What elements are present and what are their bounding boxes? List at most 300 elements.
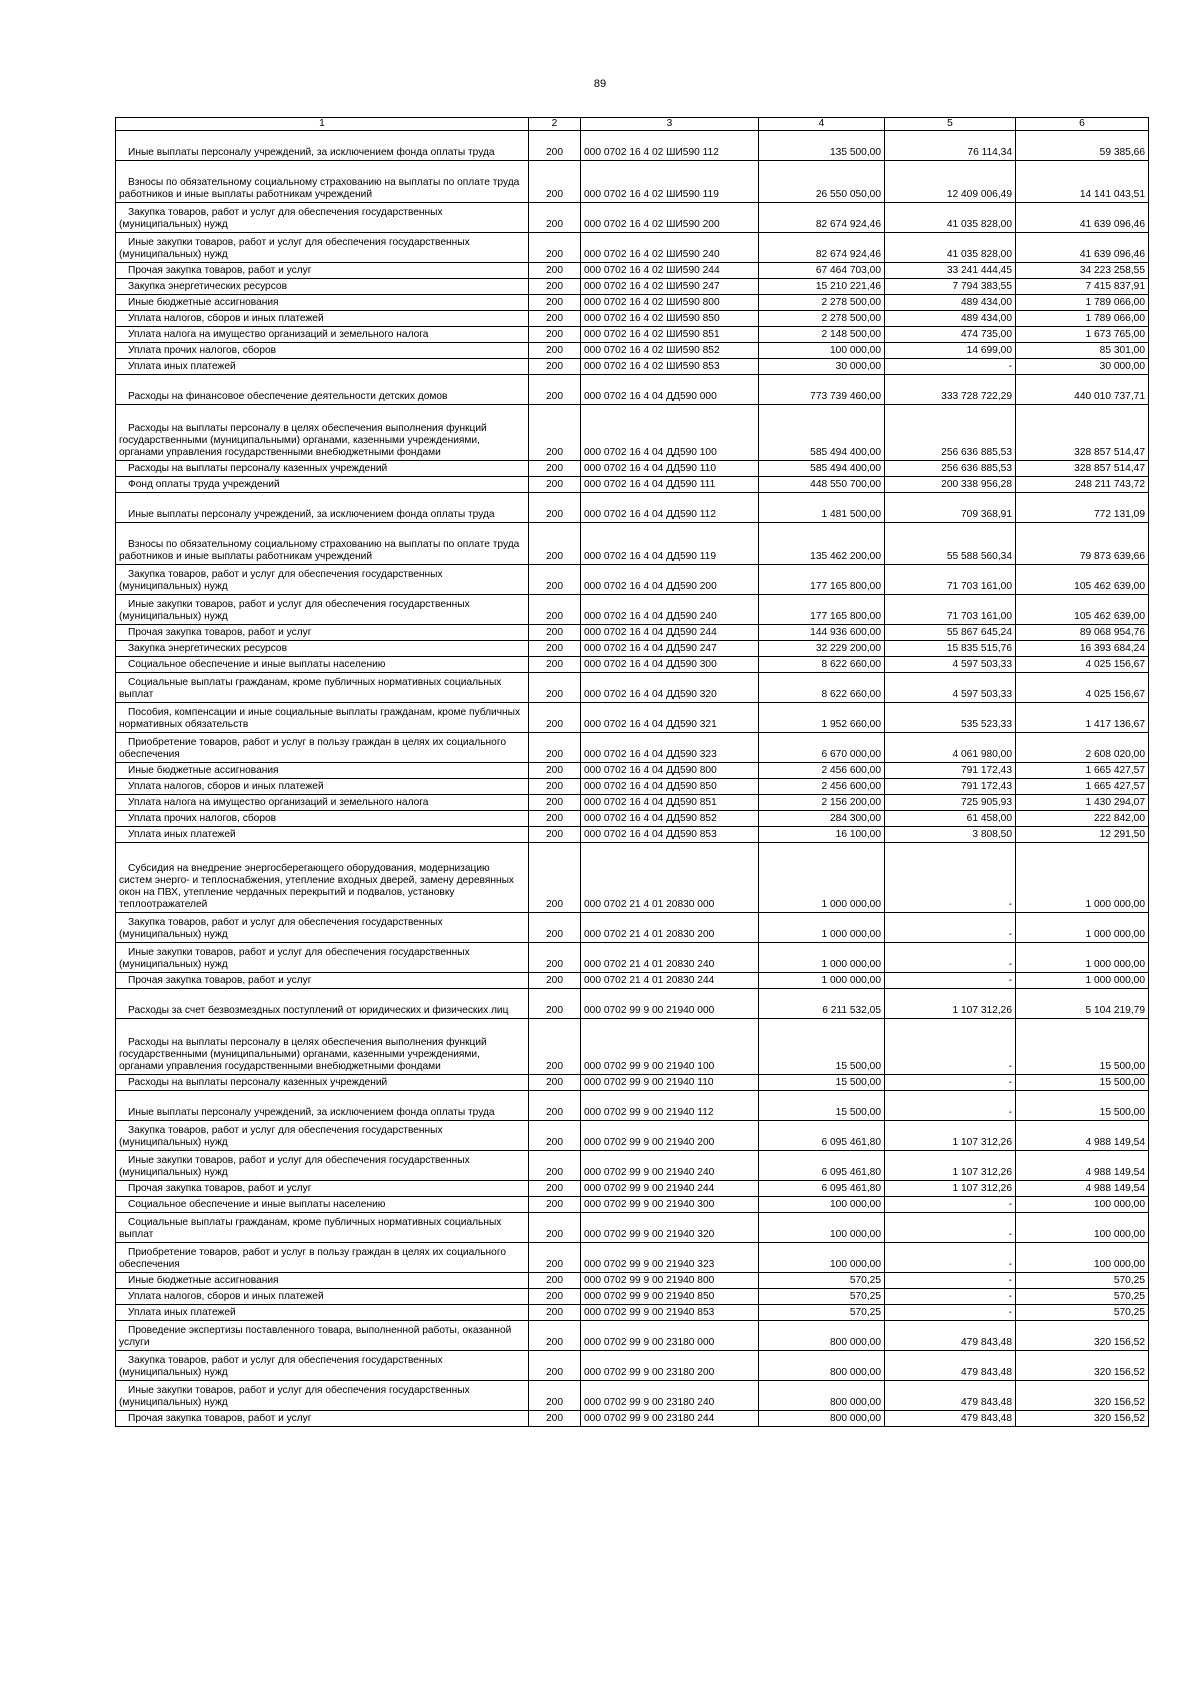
row-unexecuted-amount: 15 500,00 — [1016, 1075, 1149, 1091]
row-name-text: Уплата иных платежей — [128, 829, 236, 840]
table-row — [116, 1243, 1149, 1273]
row-name-text: Иные бюджетные ассигнования — [128, 1275, 279, 1286]
row-admin-code: 200 — [529, 295, 581, 311]
table-row — [116, 295, 1149, 311]
row-budget-code: 000 0702 16 4 04 ДД590 100 — [581, 405, 759, 461]
table-row — [116, 827, 1149, 843]
row-admin-code: 200 — [529, 405, 581, 461]
row-unexecuted-amount: 41 639 096,46 — [1016, 203, 1149, 233]
page-number: 89 — [593, 78, 607, 90]
row-approved-amount: 8 622 660,00 — [759, 657, 885, 673]
row-approved-amount: 82 674 924,46 — [759, 233, 885, 263]
table-row — [116, 1411, 1149, 1427]
table-row — [116, 565, 1149, 595]
row-name-text: Расходы на выплаты персоналу в целях обеспечения выполнения функций государственными (муниципальными) органами, казенными учреждениями, органами управления государственными внебюджетными фондами — [119, 1037, 487, 1072]
row-unexecuted-amount: 30 000,00 — [1016, 359, 1149, 375]
row-executed-amount: 14 699,00 — [885, 343, 1016, 359]
table-row — [116, 625, 1149, 641]
row-name-text: Пособия, компенсации и иные социальные выплаты гражданам, кроме публичных нормативных обязательств — [119, 707, 521, 730]
row-name — [116, 327, 529, 343]
row-name-text: Расходы на выплаты персоналу в целях обеспечения выполнения функций государственными (муниципальными) органами, казенными учреждениями, органами управления государственными внебюджетными фондами — [119, 423, 487, 458]
row-unexecuted-amount: 248 211 743,72 — [1016, 477, 1149, 493]
table-row — [116, 1351, 1149, 1381]
row-unexecuted-amount: 4 988 149,54 — [1016, 1151, 1149, 1181]
row-unexecuted-amount: 16 393 684,24 — [1016, 641, 1149, 657]
row-admin-code: 200 — [529, 843, 581, 913]
table-row — [116, 161, 1149, 203]
row-budget-code: 000 0702 21 4 01 20830 200 — [581, 913, 759, 943]
row-budget-code: 000 0702 16 4 04 ДД590 800 — [581, 763, 759, 779]
column-header-6: 6 — [1016, 118, 1149, 131]
row-admin-code: 200 — [529, 1321, 581, 1351]
table-row — [116, 973, 1149, 989]
row-unexecuted-amount: 4 025 156,67 — [1016, 673, 1149, 703]
row-admin-code: 200 — [529, 827, 581, 843]
row-name — [116, 795, 529, 811]
row-name-text: Иные закупки товаров, работ и услуг для обеспечения государственных (муниципальных) нужд — [119, 1155, 470, 1178]
table-row — [116, 1289, 1149, 1305]
row-name-text: Прочая закупка товаров, работ и услуг — [128, 627, 312, 638]
row-executed-amount: 725 905,93 — [885, 795, 1016, 811]
row-approved-amount: 2 278 500,00 — [759, 295, 885, 311]
row-name — [116, 989, 529, 1019]
row-unexecuted-amount: 105 462 639,00 — [1016, 565, 1149, 595]
row-name-text: Иные бюджетные ассигнования — [128, 765, 279, 776]
row-executed-amount: 15 835 515,76 — [885, 641, 1016, 657]
table-row — [116, 263, 1149, 279]
row-budget-code: 000 0702 16 4 02 ШИ590 247 — [581, 279, 759, 295]
row-unexecuted-amount: 222 842,00 — [1016, 811, 1149, 827]
row-budget-code: 000 0702 16 4 04 ДД590 321 — [581, 703, 759, 733]
row-admin-code: 200 — [529, 989, 581, 1019]
row-unexecuted-amount: 328 857 514,47 — [1016, 461, 1149, 477]
row-budget-code: 000 0702 21 4 01 20830 000 — [581, 843, 759, 913]
row-admin-code: 200 — [529, 913, 581, 943]
row-admin-code: 200 — [529, 779, 581, 795]
row-name-text: Расходы на выплаты персоналу казенных учреждений — [128, 463, 388, 474]
row-budget-code: 000 0702 16 4 04 ДД590 851 — [581, 795, 759, 811]
row-budget-code: 000 0702 99 9 00 21940 320 — [581, 1213, 759, 1243]
row-name-text: Закупка товаров, работ и услуг для обеспечения государственных (муниципальных) нужд — [119, 917, 443, 940]
row-name — [116, 263, 529, 279]
table-row — [116, 703, 1149, 733]
row-unexecuted-amount: 320 156,52 — [1016, 1321, 1149, 1351]
row-executed-amount: 200 338 956,28 — [885, 477, 1016, 493]
row-unexecuted-amount: 1 665 427,57 — [1016, 763, 1149, 779]
row-name — [116, 1321, 529, 1351]
row-admin-code: 200 — [529, 733, 581, 763]
row-unexecuted-amount: 4 988 149,54 — [1016, 1181, 1149, 1197]
row-approved-amount: 67 464 703,00 — [759, 263, 885, 279]
row-unexecuted-amount: 4 025 156,67 — [1016, 657, 1149, 673]
row-executed-amount: - — [885, 913, 1016, 943]
row-budget-code: 000 0702 99 9 00 21940 853 — [581, 1305, 759, 1321]
row-executed-amount: 791 172,43 — [885, 779, 1016, 795]
row-executed-amount: 333 728 722,29 — [885, 375, 1016, 405]
row-unexecuted-amount: 4 988 149,54 — [1016, 1121, 1149, 1151]
table-row — [116, 1213, 1149, 1243]
table-row — [116, 843, 1149, 913]
row-unexecuted-amount: 15 500,00 — [1016, 1019, 1149, 1075]
row-name-text: Закупка энергетических ресурсов — [128, 643, 288, 654]
column-header-3: 3 — [581, 118, 759, 131]
row-executed-amount: - — [885, 1075, 1016, 1091]
row-unexecuted-amount: 100 000,00 — [1016, 1197, 1149, 1213]
row-unexecuted-amount: 1 000 000,00 — [1016, 973, 1149, 989]
row-name-text: Иные бюджетные ассигнования — [128, 297, 279, 308]
row-admin-code: 200 — [529, 595, 581, 625]
row-name — [116, 827, 529, 843]
row-name — [116, 1351, 529, 1381]
row-name-text: Взносы по обязательному социальному страхованию на выплаты по оплате труда работников и иные выплаты работникам учреждений — [119, 539, 520, 562]
row-executed-amount: - — [885, 843, 1016, 913]
row-approved-amount: 6 095 461,80 — [759, 1121, 885, 1151]
row-name — [116, 565, 529, 595]
row-unexecuted-amount: 440 010 737,71 — [1016, 375, 1149, 405]
row-executed-amount: - — [885, 1019, 1016, 1075]
row-budget-code: 000 0702 99 9 00 21940 800 — [581, 1273, 759, 1289]
row-admin-code: 200 — [529, 973, 581, 989]
row-executed-amount: 709 368,91 — [885, 493, 1016, 523]
row-budget-code: 000 0702 16 4 04 ДД590 244 — [581, 625, 759, 641]
row-name-text: Уплата иных платежей — [128, 361, 236, 372]
row-executed-amount: 76 114,34 — [885, 131, 1016, 161]
row-name — [116, 673, 529, 703]
row-name — [116, 295, 529, 311]
row-name-text: Закупка товаров, работ и услуг для обеспечения государственных (муниципальных) нужд — [119, 1125, 443, 1148]
row-name — [116, 1289, 529, 1305]
row-budget-code: 000 0702 16 4 02 ШИ590 240 — [581, 233, 759, 263]
row-executed-amount: 61 458,00 — [885, 811, 1016, 827]
row-name — [116, 703, 529, 733]
row-admin-code: 200 — [529, 359, 581, 375]
row-name-text: Закупка товаров, работ и услуг для обеспечения государственных (муниципальных) нужд — [119, 1355, 443, 1378]
row-admin-code: 200 — [529, 1411, 581, 1427]
row-name — [116, 641, 529, 657]
row-unexecuted-amount: 105 462 639,00 — [1016, 595, 1149, 625]
column-header-2: 2 — [529, 118, 581, 131]
row-admin-code: 200 — [529, 1351, 581, 1381]
row-name-text: Иные выплаты персоналу учреждений, за исключением фонда оплаты труда — [128, 509, 495, 520]
row-name — [116, 359, 529, 375]
row-name-text: Расходы на выплаты персоналу казенных учреждений — [128, 1077, 388, 1088]
row-approved-amount: 1 000 000,00 — [759, 843, 885, 913]
row-unexecuted-amount: 14 141 043,51 — [1016, 161, 1149, 203]
row-executed-amount: 479 843,48 — [885, 1411, 1016, 1427]
row-budget-code: 000 0702 16 4 04 ДД590 200 — [581, 565, 759, 595]
table-row — [116, 1019, 1149, 1075]
row-budget-code: 000 0702 16 4 04 ДД590 320 — [581, 673, 759, 703]
row-name-text: Уплата иных платежей — [128, 1307, 236, 1318]
row-budget-code: 000 0702 16 4 02 ШИ590 853 — [581, 359, 759, 375]
row-approved-amount: 800 000,00 — [759, 1411, 885, 1427]
row-approved-amount: 6 095 461,80 — [759, 1181, 885, 1197]
column-header-5: 5 — [885, 118, 1016, 131]
table-row — [116, 493, 1149, 523]
row-approved-amount: 30 000,00 — [759, 359, 885, 375]
row-executed-amount: 489 434,00 — [885, 311, 1016, 327]
row-admin-code: 200 — [529, 1151, 581, 1181]
row-name — [116, 595, 529, 625]
row-approved-amount: 2 278 500,00 — [759, 311, 885, 327]
row-admin-code: 200 — [529, 263, 581, 279]
row-unexecuted-amount: 5 104 219,79 — [1016, 989, 1149, 1019]
row-executed-amount: 1 107 312,26 — [885, 1181, 1016, 1197]
table-row — [116, 1321, 1149, 1351]
row-name — [116, 943, 529, 973]
row-name — [116, 625, 529, 641]
row-name — [116, 1019, 529, 1075]
row-name-text: Иные выплаты персоналу учреждений, за исключением фонда оплаты труда — [128, 1107, 495, 1118]
table-row — [116, 131, 1149, 161]
row-admin-code: 200 — [529, 233, 581, 263]
row-approved-amount: 570,25 — [759, 1289, 885, 1305]
row-executed-amount: - — [885, 1273, 1016, 1289]
row-name — [116, 733, 529, 763]
row-executed-amount: 256 636 885,53 — [885, 461, 1016, 477]
row-admin-code: 200 — [529, 477, 581, 493]
table-row — [116, 733, 1149, 763]
table-row — [116, 943, 1149, 973]
row-approved-amount: 6 095 461,80 — [759, 1151, 885, 1181]
row-approved-amount: 144 936 600,00 — [759, 625, 885, 641]
row-unexecuted-amount: 320 156,52 — [1016, 1381, 1149, 1411]
row-name-text: Прочая закупка товаров, работ и услуг — [128, 975, 312, 986]
row-unexecuted-amount: 34 223 258,55 — [1016, 263, 1149, 279]
row-executed-amount: 4 597 503,33 — [885, 673, 1016, 703]
row-budget-code: 000 0702 21 4 01 20830 244 — [581, 973, 759, 989]
row-admin-code: 200 — [529, 1197, 581, 1213]
row-name — [116, 233, 529, 263]
row-approved-amount: 100 000,00 — [759, 1197, 885, 1213]
table-row — [116, 461, 1149, 477]
row-admin-code: 200 — [529, 327, 581, 343]
row-admin-code: 200 — [529, 161, 581, 203]
row-name — [116, 161, 529, 203]
row-budget-code: 000 0702 16 4 02 ШИ590 851 — [581, 327, 759, 343]
row-budget-code: 000 0702 16 4 04 ДД590 240 — [581, 595, 759, 625]
row-name — [116, 461, 529, 477]
row-executed-amount: 474 735,00 — [885, 327, 1016, 343]
table-row — [116, 311, 1149, 327]
row-name-text: Расходы на финансовое обеспечение деятельности детских домов — [128, 391, 448, 402]
row-admin-code: 200 — [529, 523, 581, 565]
row-budget-code: 000 0702 99 9 00 21940 200 — [581, 1121, 759, 1151]
row-executed-amount: 489 434,00 — [885, 295, 1016, 311]
row-admin-code: 200 — [529, 763, 581, 779]
row-executed-amount: 479 843,48 — [885, 1321, 1016, 1351]
row-executed-amount: 791 172,43 — [885, 763, 1016, 779]
row-name — [116, 1213, 529, 1243]
budget-execution-table — [115, 117, 1149, 1427]
row-name — [116, 1273, 529, 1289]
table-row — [116, 1273, 1149, 1289]
row-executed-amount: 479 843,48 — [885, 1381, 1016, 1411]
table-body — [116, 131, 1149, 1427]
row-budget-code: 000 0702 99 9 00 21940 000 — [581, 989, 759, 1019]
row-approved-amount: 2 156 200,00 — [759, 795, 885, 811]
row-budget-code: 000 0702 99 9 00 21940 100 — [581, 1019, 759, 1075]
row-name-text: Фонд оплаты труда учреждений — [128, 479, 280, 490]
row-admin-code: 200 — [529, 1273, 581, 1289]
row-name-text: Проведение экспертизы поставленного товара, выполненной работы, оказанной услуги — [119, 1325, 512, 1348]
row-budget-code: 000 0702 16 4 04 ДД590 110 — [581, 461, 759, 477]
row-name — [116, 493, 529, 523]
row-approved-amount: 800 000,00 — [759, 1321, 885, 1351]
row-admin-code: 200 — [529, 375, 581, 405]
table-row — [116, 1091, 1149, 1121]
row-executed-amount: - — [885, 1305, 1016, 1321]
row-name — [116, 203, 529, 233]
row-name-text: Уплата налога на имущество организаций и земельного налога — [128, 797, 429, 808]
row-approved-amount: 2 456 600,00 — [759, 763, 885, 779]
table-row — [116, 1151, 1149, 1181]
row-unexecuted-amount: 320 156,52 — [1016, 1351, 1149, 1381]
row-budget-code: 000 0702 16 4 02 ШИ590 200 — [581, 203, 759, 233]
table-row — [116, 913, 1149, 943]
table-row — [116, 405, 1149, 461]
row-approved-amount: 284 300,00 — [759, 811, 885, 827]
row-budget-code: 000 0702 99 9 00 23180 240 — [581, 1381, 759, 1411]
table-row — [116, 233, 1149, 263]
row-unexecuted-amount: 15 500,00 — [1016, 1091, 1149, 1121]
row-admin-code: 200 — [529, 657, 581, 673]
row-unexecuted-amount: 570,25 — [1016, 1289, 1149, 1305]
row-name — [116, 913, 529, 943]
row-name — [116, 1091, 529, 1121]
table-row — [116, 1381, 1149, 1411]
row-executed-amount: 55 588 560,34 — [885, 523, 1016, 565]
table-row — [116, 989, 1149, 1019]
row-admin-code: 200 — [529, 1075, 581, 1091]
row-executed-amount: 55 867 645,24 — [885, 625, 1016, 641]
row-executed-amount: 7 794 383,55 — [885, 279, 1016, 295]
row-unexecuted-amount: 59 385,66 — [1016, 131, 1149, 161]
row-unexecuted-amount: 1 789 066,00 — [1016, 295, 1149, 311]
row-approved-amount: 32 229 200,00 — [759, 641, 885, 657]
row-executed-amount: 1 107 312,26 — [885, 1121, 1016, 1151]
row-executed-amount: - — [885, 1197, 1016, 1213]
row-executed-amount: 71 703 161,00 — [885, 595, 1016, 625]
row-approved-amount: 8 622 660,00 — [759, 673, 885, 703]
row-executed-amount: - — [885, 359, 1016, 375]
row-name-text: Социальное обеспечение и иные выплаты населению — [128, 659, 386, 670]
row-unexecuted-amount: 79 873 639,66 — [1016, 523, 1149, 565]
row-unexecuted-amount: 328 857 514,47 — [1016, 405, 1149, 461]
row-name — [116, 523, 529, 565]
row-executed-amount: - — [885, 1091, 1016, 1121]
row-admin-code: 200 — [529, 673, 581, 703]
row-admin-code: 200 — [529, 493, 581, 523]
row-name-text: Уплата прочих налогов, сборов — [128, 345, 277, 356]
row-name-text: Прочая закупка товаров, работ и услуг — [128, 1183, 312, 1194]
row-name — [116, 375, 529, 405]
row-unexecuted-amount: 7 415 837,91 — [1016, 279, 1149, 295]
row-executed-amount: 535 523,33 — [885, 703, 1016, 733]
table-row — [116, 1121, 1149, 1151]
row-budget-code: 000 0702 16 4 04 ДД590 111 — [581, 477, 759, 493]
table-row — [116, 375, 1149, 405]
row-unexecuted-amount: 89 068 954,76 — [1016, 625, 1149, 641]
row-name — [116, 1151, 529, 1181]
row-executed-amount: - — [885, 1243, 1016, 1273]
row-admin-code: 200 — [529, 343, 581, 359]
row-name — [116, 131, 529, 161]
row-name-text: Социальное обеспечение и иные выплаты населению — [128, 1199, 386, 1210]
row-budget-code: 000 0702 16 4 04 ДД590 112 — [581, 493, 759, 523]
row-approved-amount: 570,25 — [759, 1305, 885, 1321]
row-executed-amount: 71 703 161,00 — [885, 565, 1016, 595]
row-name — [116, 1181, 529, 1197]
row-name-text: Иные закупки товаров, работ и услуг для обеспечения государственных (муниципальных) нужд — [119, 947, 470, 970]
row-admin-code: 200 — [529, 1243, 581, 1273]
row-budget-code: 000 0702 16 4 04 ДД590 852 — [581, 811, 759, 827]
row-admin-code: 200 — [529, 641, 581, 657]
row-approved-amount: 570,25 — [759, 1273, 885, 1289]
table-row — [116, 523, 1149, 565]
row-name — [116, 1381, 529, 1411]
row-approved-amount: 6 670 000,00 — [759, 733, 885, 763]
row-name-text: Расходы за счет безвозмездных поступлений от юридических и физических лиц — [128, 1005, 509, 1016]
row-executed-amount: 479 843,48 — [885, 1351, 1016, 1381]
row-unexecuted-amount: 570,25 — [1016, 1305, 1149, 1321]
row-admin-code: 200 — [529, 1091, 581, 1121]
row-budget-code: 000 0702 16 4 04 ДД590 000 — [581, 375, 759, 405]
row-name — [116, 1243, 529, 1273]
row-name-text: Социальные выплаты гражданам, кроме публичных нормативных социальных выплат — [119, 677, 502, 700]
row-approved-amount: 82 674 924,46 — [759, 203, 885, 233]
row-name — [116, 843, 529, 913]
column-header-4: 4 — [759, 118, 885, 131]
table-row — [116, 279, 1149, 295]
row-admin-code: 200 — [529, 1289, 581, 1305]
row-name-text: Закупка энергетических ресурсов — [128, 281, 288, 292]
row-unexecuted-amount: 320 156,52 — [1016, 1411, 1149, 1427]
row-name — [116, 477, 529, 493]
row-name-text: Прочая закупка товаров, работ и услуг — [128, 1413, 312, 1424]
row-executed-amount: - — [885, 973, 1016, 989]
row-approved-amount: 1 952 660,00 — [759, 703, 885, 733]
row-approved-amount: 2 148 500,00 — [759, 327, 885, 343]
row-budget-code: 000 0702 99 9 00 23180 000 — [581, 1321, 759, 1351]
row-name — [116, 1075, 529, 1091]
row-budget-code: 000 0702 99 9 00 23180 244 — [581, 1411, 759, 1427]
row-approved-amount: 15 210 221,46 — [759, 279, 885, 295]
table-row — [116, 1075, 1149, 1091]
row-name-text: Иные выплаты персоналу учреждений, за исключением фонда оплаты труда — [128, 147, 495, 158]
row-name — [116, 311, 529, 327]
row-budget-code: 000 0702 16 4 04 ДД590 323 — [581, 733, 759, 763]
row-name-text: Приобретение товаров, работ и услуг в пользу граждан в целях их социального обеспечения — [119, 737, 506, 760]
row-budget-code: 000 0702 21 4 01 20830 240 — [581, 943, 759, 973]
row-approved-amount: 100 000,00 — [759, 1243, 885, 1273]
row-approved-amount: 15 500,00 — [759, 1019, 885, 1075]
table-row — [116, 673, 1149, 703]
row-executed-amount: 41 035 828,00 — [885, 203, 1016, 233]
row-admin-code: 200 — [529, 565, 581, 595]
row-executed-amount: 1 107 312,26 — [885, 1151, 1016, 1181]
table-row — [116, 477, 1149, 493]
row-name-text: Закупка товаров, работ и услуг для обеспечения государственных (муниципальных) нужд — [119, 207, 443, 230]
row-unexecuted-amount: 1 000 000,00 — [1016, 943, 1149, 973]
row-approved-amount: 177 165 800,00 — [759, 595, 885, 625]
row-unexecuted-amount: 1 417 136,67 — [1016, 703, 1149, 733]
row-name-text: Приобретение товаров, работ и услуг в пользу граждан в целях их социального обеспечения — [119, 1247, 506, 1270]
row-name — [116, 811, 529, 827]
row-name-text: Уплата налогов, сборов и иных платежей — [128, 1291, 324, 1302]
row-approved-amount: 16 100,00 — [759, 827, 885, 843]
row-budget-code: 000 0702 99 9 00 21940 300 — [581, 1197, 759, 1213]
